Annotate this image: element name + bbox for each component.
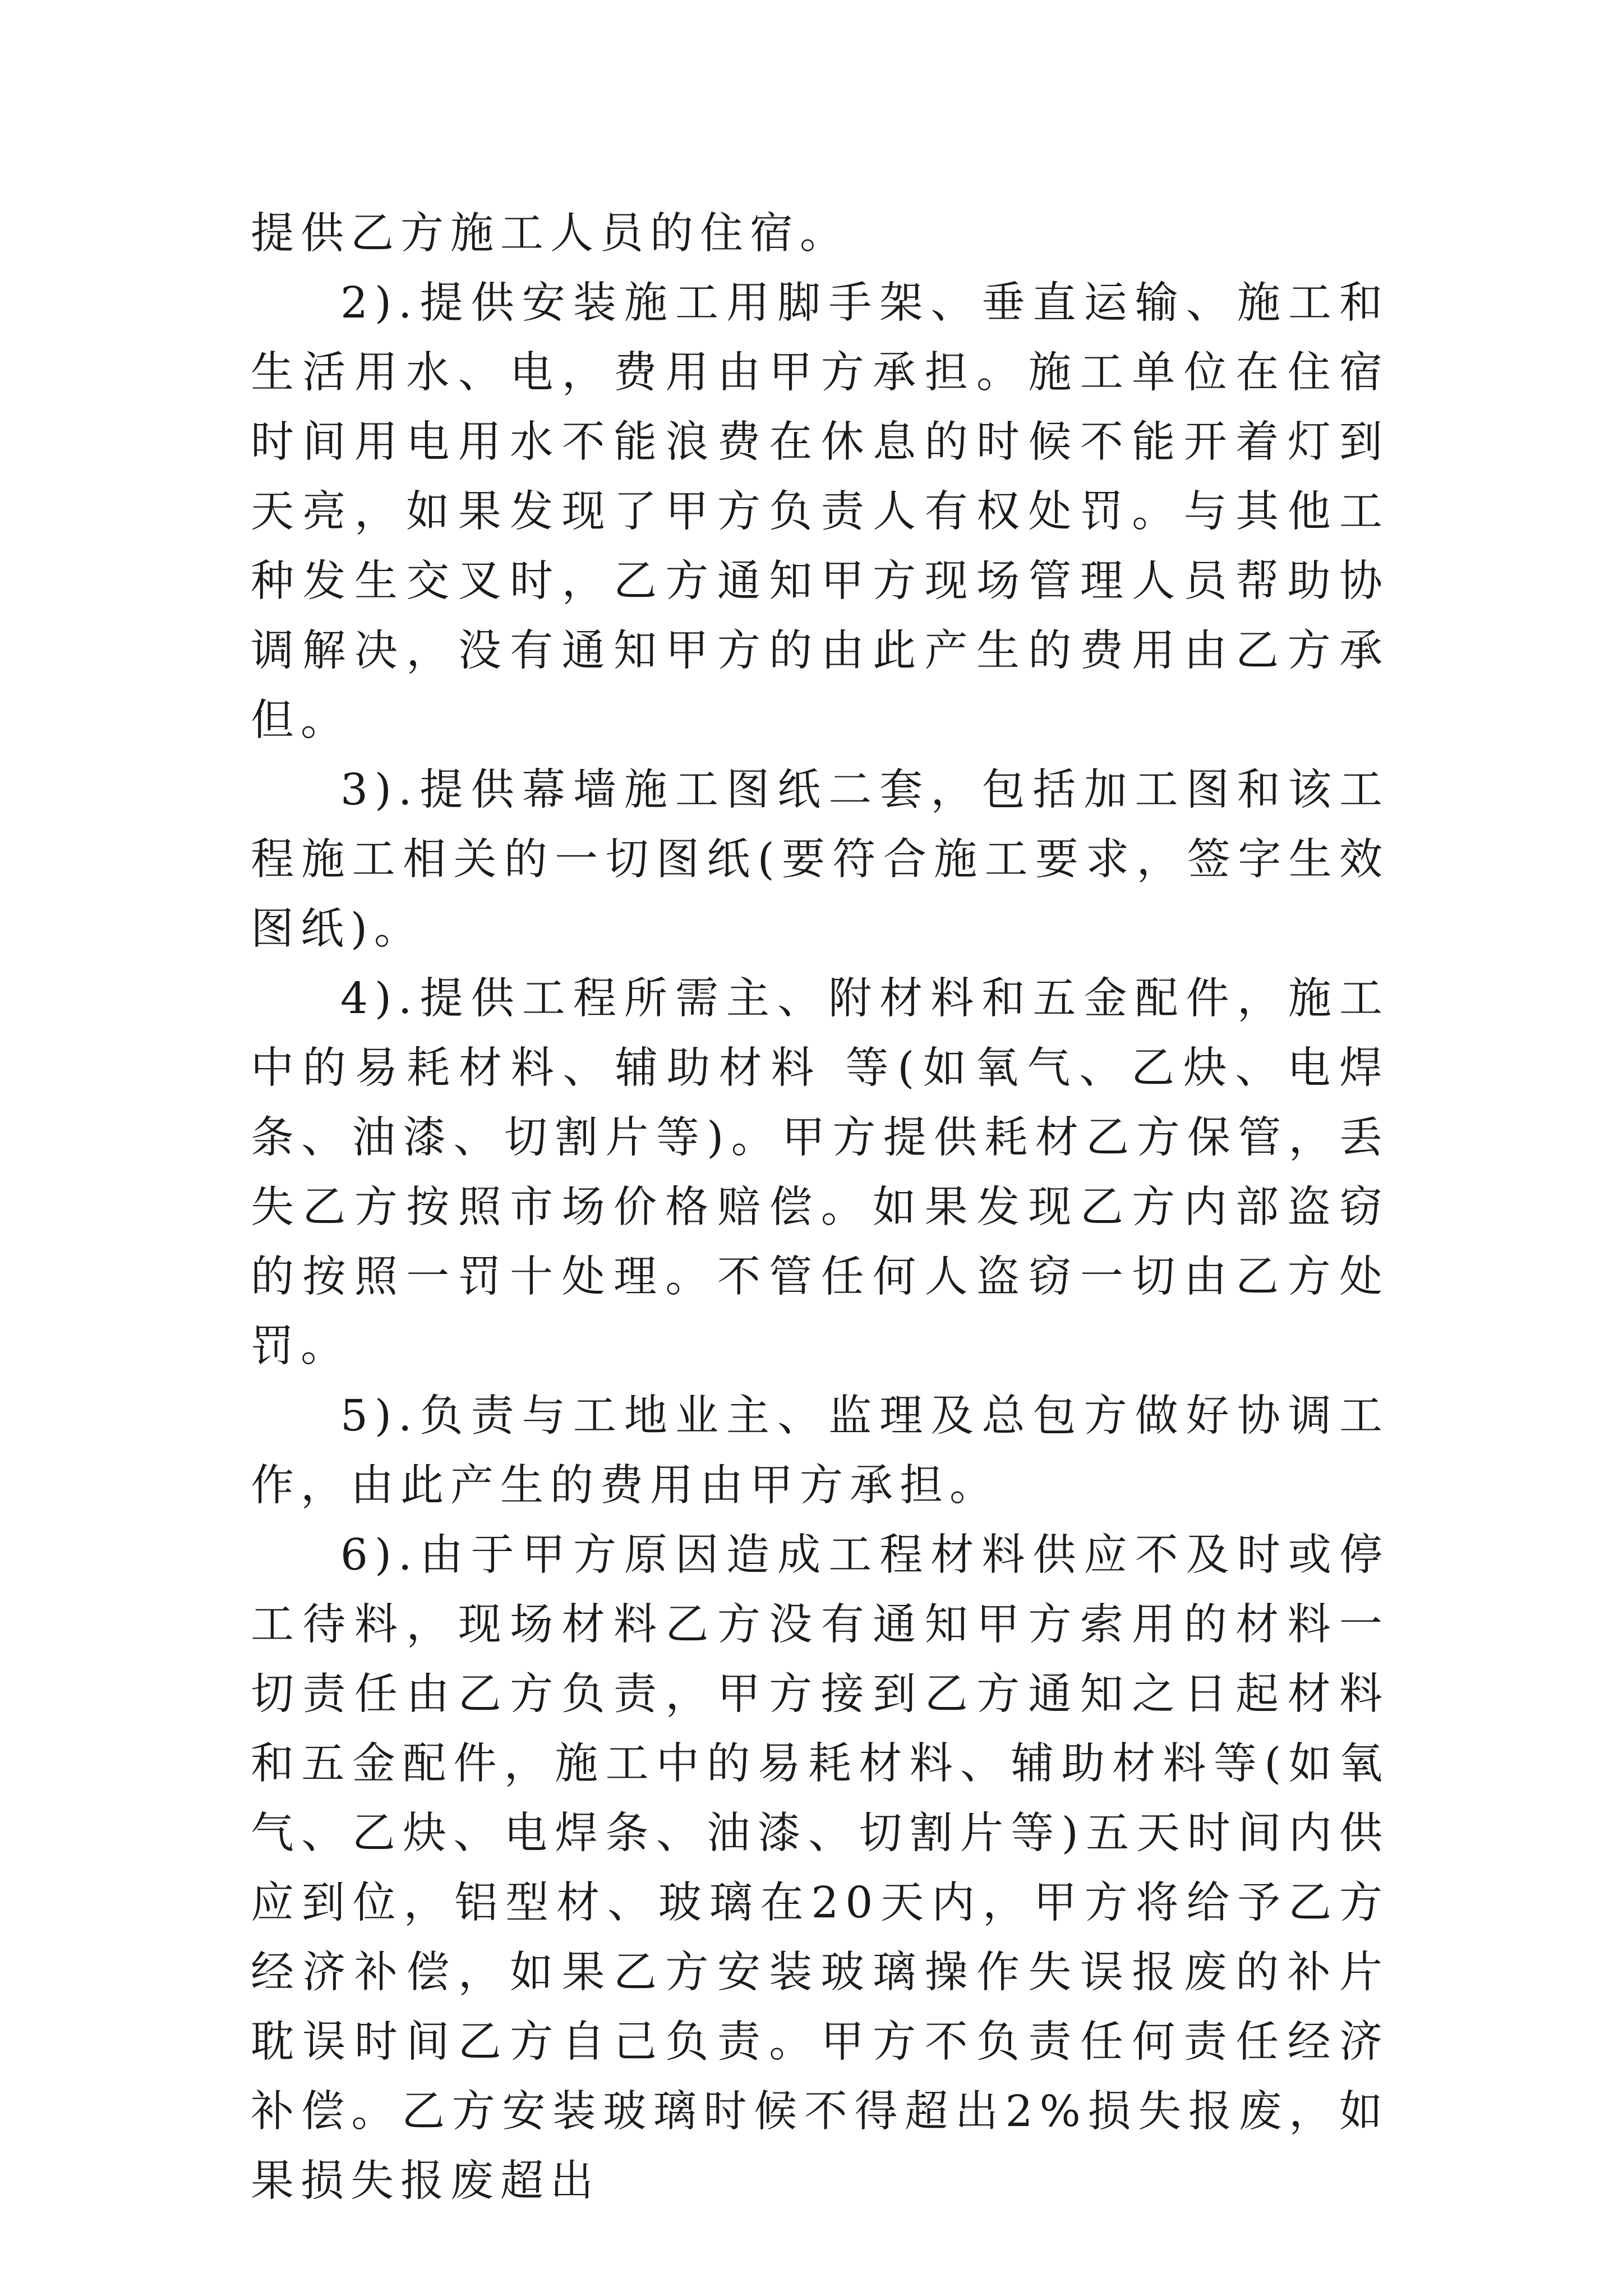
paragraph-item-5: 5).负责与工地业主、监理及总包方做好协调工作，由此产生的费用由甲方承担。 <box>251 1391 1389 1511</box>
paragraph-item-2: 2).提供安装施工用脚手架、垂直运输、施工和生活用水、电，费用由甲方承担。施工单位在住宿时间用电用水不能浪费在休息的时候不能开着灯到天亮，如果发现了甲方负责人有权处罚。与其他工种发生交叉时，乙方通知甲方现场管理人员帮助协调解决，没有通知甲方的由此产生的费用由乙方承但。 <box>251 278 1389 746</box>
document-body <box>251 199 1389 2216</box>
paragraph-accommodation: 提供乙方施工人员的住宿。 <box>251 209 850 259</box>
paragraph-item-3: 3).提供幕墙施工图纸二套，包括加工图和该工程施工相关的一切图纸(要符合施工要求，签字生效图纸)。 <box>251 765 1389 954</box>
paragraph-item-6: 6).由于甲方原因造成工程材料供应不及时或停工待料，现场材料乙方没有通知甲方索用的材料一切责任由乙方负责，甲方接到乙方通知之日起材料和五金配件，施工中的易耗材料、辅助材料等(如氧气、乙炔、电焊条、油漆、切割片等)五天时间内供应到位，铝型材、玻璃在20天内，甲方将给予乙方经济补偿，如果乙方安装玻璃操作失误报废的补片耽误时间乙方自己负责。甲方不负责任何责任经济补偿。乙方安装玻璃时候不得超出2%损失报废，如果损失报废超出 <box>251 1530 1389 2206</box>
paragraph-item-4: 4).提供工程所需主、附材料和五金配件，施工中的易耗材料、辅助材料 等(如氧气、乙炔、电焊条、油漆、切割片等)。甲方提供耗材乙方保管，丢失乙方按照市场价格赔偿。如果发现乙方内部盗窃的按照一罚十处理。不管任何人盗窃一切由乙方处罚。 <box>251 974 1389 1372</box>
